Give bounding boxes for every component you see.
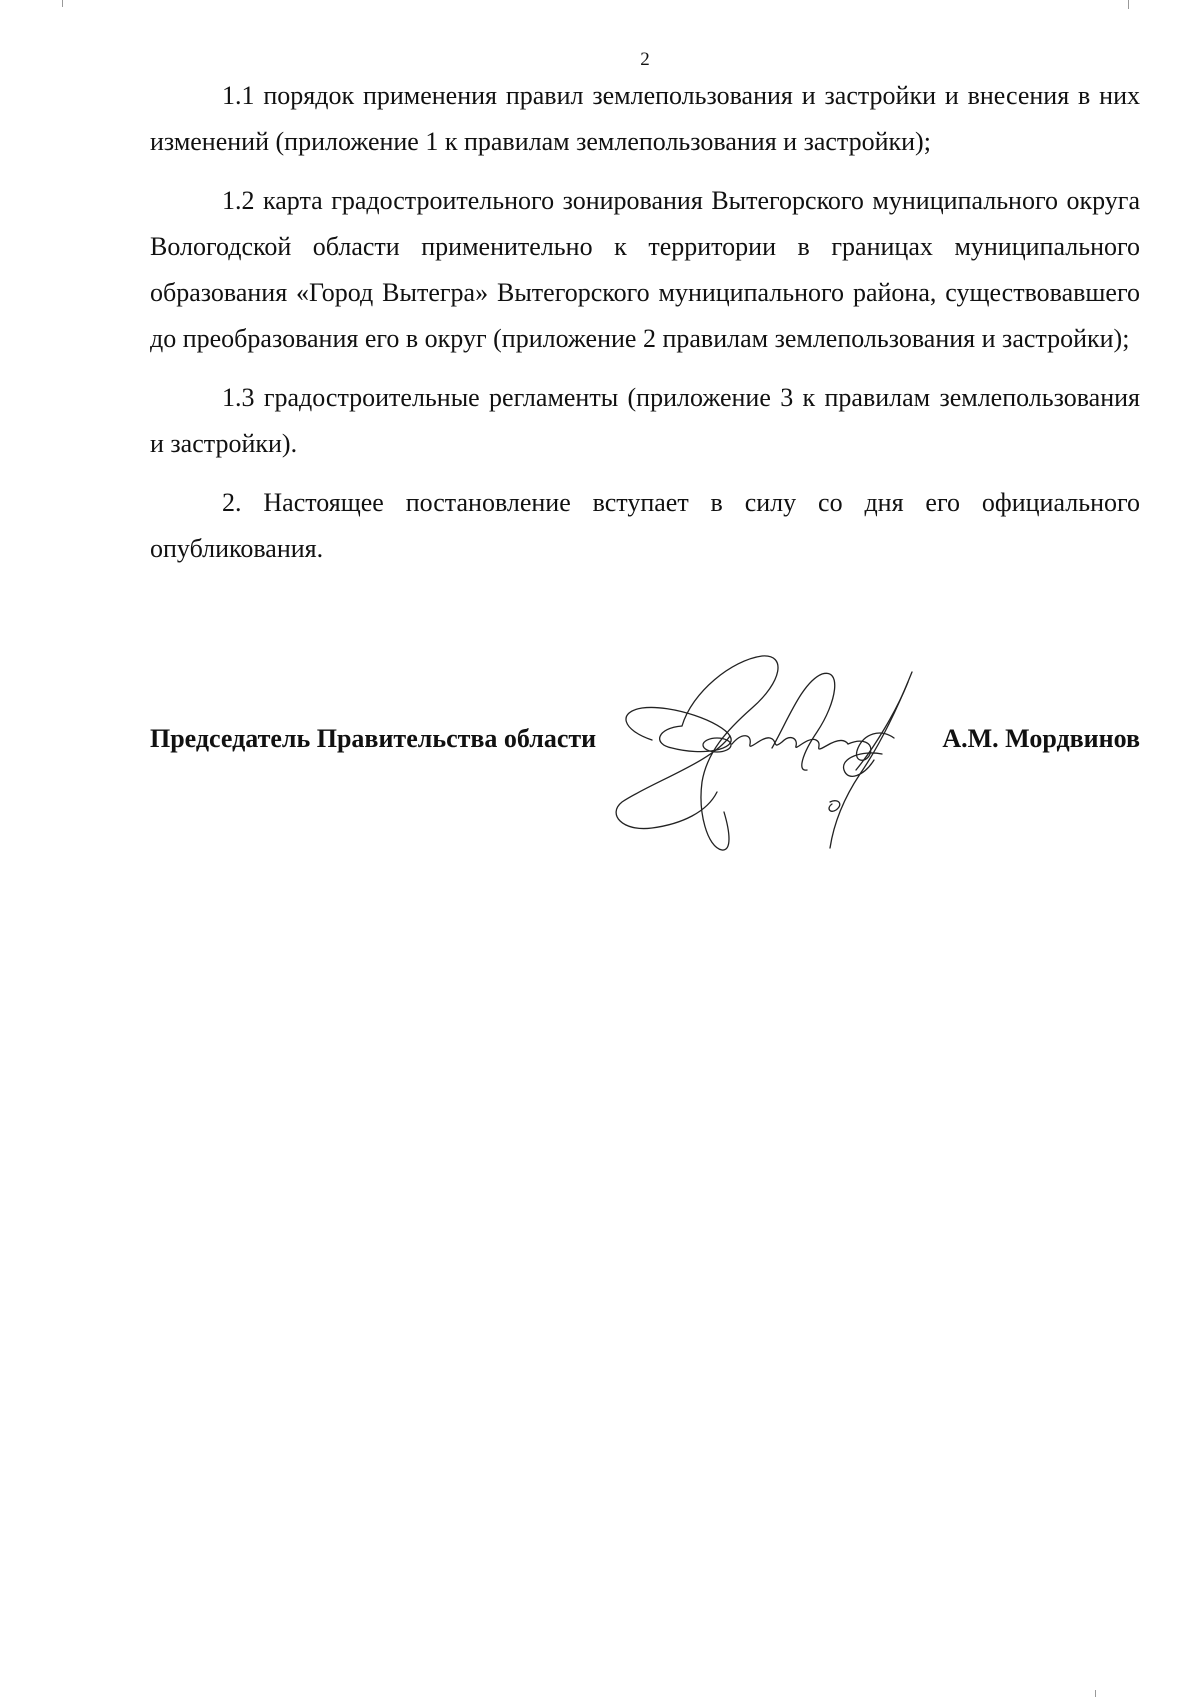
- page-number: 2: [640, 49, 650, 70]
- paragraph-2: 2. Настоящее постановление вступает в силу со дня его официального опубликования.: [150, 488, 1140, 563]
- scan-edge-mark-top-left: [62, 0, 63, 7]
- scan-edge-mark-bottom-right: [1095, 1690, 1096, 1697]
- scan-edge-mark-top-right: [1128, 0, 1129, 9]
- signatory-name: А.М. Мордвинов: [942, 724, 1140, 753]
- handwritten-signature: [612, 652, 972, 852]
- signatory-position: Председатель Правительства области: [150, 724, 597, 753]
- paragraph-1-2: 1.2 карта градостроительного зонирования Вытегорского муниципального округа Вологодской области применительно к территории в границах муниципального образования «Город Вытегра» Вытегорского муниципального района, существовавшего до преобразования его в округ (приложение 2 правилам землепользования и застройки);: [150, 186, 1140, 353]
- document-body: [150, 73, 1140, 585]
- paragraph-1-3: 1.3 градостроительные регламенты (приложение 3 к правилам землепользования и застройки).: [150, 383, 1140, 458]
- paragraph-1-1: 1.1 порядок применения правил землепользования и застройки и внесения в них изменений (приложение 1 к правилам землепользования и застройки);: [150, 81, 1140, 156]
